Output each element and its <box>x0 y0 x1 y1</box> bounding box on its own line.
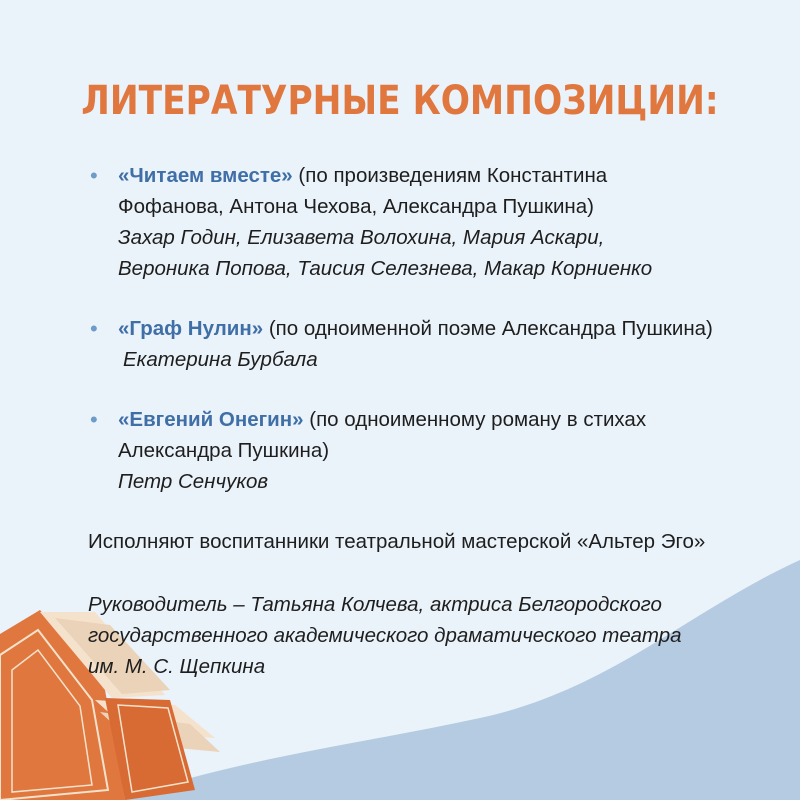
leader-info <box>88 589 682 682</box>
item-performers: Вероника Попова, Таисия Селезнева, Макар Корниенко <box>118 257 653 280</box>
list-item <box>90 313 770 375</box>
item-description: Фофанова, Антона Чехова, Александра Пушкина) <box>118 195 594 218</box>
item-title: «Читаем вместе» <box>118 164 293 187</box>
item-description: (по одноименной поэме Александра Пушкина) <box>263 317 713 340</box>
item-performers: Екатерина Бурбала <box>123 348 318 371</box>
item-title: «Граф Нулин» <box>118 317 264 340</box>
bullet: • <box>90 163 98 188</box>
item-performers: Захар Годин, Елизавета Волохина, Мария Аскари, <box>118 226 605 249</box>
leader-line: Руководитель – Татьяна Колчева, актриса Белгородского <box>88 593 662 616</box>
list-item <box>90 160 770 284</box>
performers-text: Исполняют воспитанники театральной мастерской «Альтер Эго» <box>88 530 706 553</box>
item-description: (по одноименному роману в стихах <box>303 408 647 431</box>
item-performers: Петр Сенчуков <box>118 470 269 493</box>
item-description: Александра Пушкина) <box>118 439 330 462</box>
page-title: ЛИТЕРАТУРНЫЕ КОМПОЗИЦИИ: <box>81 78 719 124</box>
item-description: (по произведениям Константина <box>292 164 608 187</box>
item-title: «Евгений Онегин» <box>118 408 304 431</box>
list-item <box>90 404 770 497</box>
bullet: • <box>90 407 98 432</box>
bullet: • <box>90 316 98 341</box>
leader-line: государственного академического драматического театра <box>88 624 682 647</box>
leader-line: им. М. С. Щепкина <box>88 655 266 678</box>
